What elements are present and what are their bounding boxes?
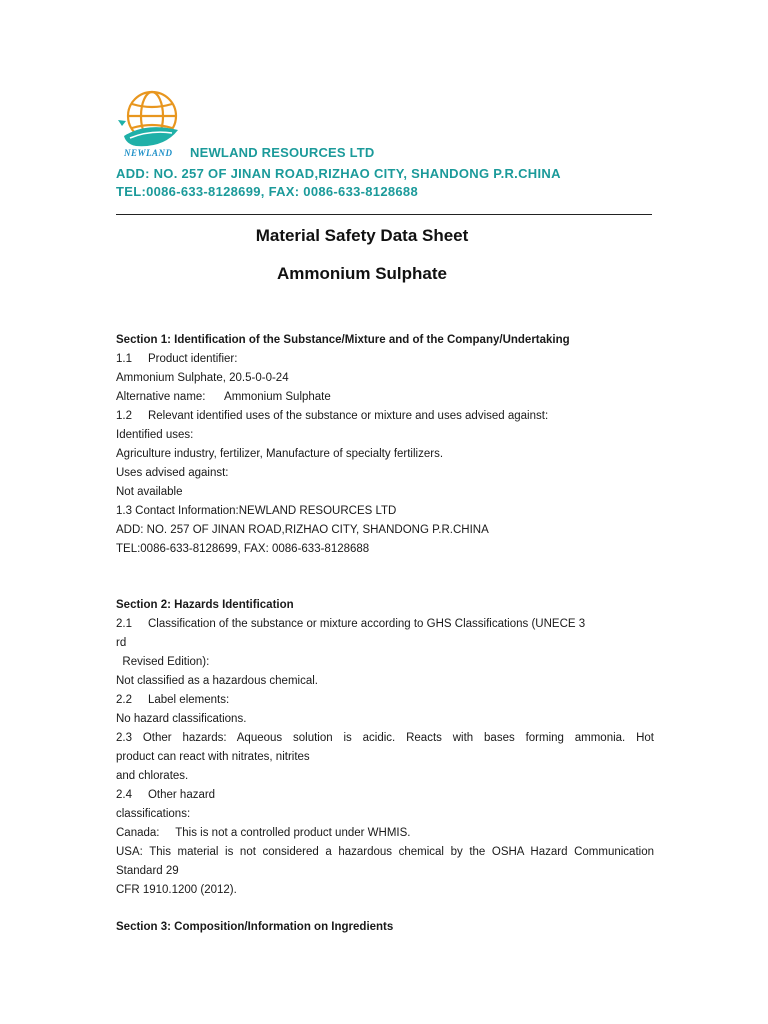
body-line: No hazard classifications. (116, 713, 247, 725)
document-subtitle: Ammonium Sulphate (276, 264, 447, 283)
body-line: 2.2 Label elements: (116, 694, 230, 706)
body-line: TEL:0086-633-8128699, FAX: 0086-633-8128688 (116, 543, 370, 555)
logo-wordmark: NEWLAND (124, 148, 173, 158)
section-3-heading: Section 3: Composition/Information on Ingredients (116, 921, 394, 933)
header-divider (116, 214, 652, 215)
body-line: Uses advised against: (116, 467, 229, 479)
body-line: 2.4 Other hazard (116, 789, 216, 801)
body-line: Standard 29 (116, 865, 179, 877)
body-line: product can react with nitrates, nitrites (116, 751, 310, 763)
section-1-heading: Section 1: Identification of the Substance/Mixture and of the Company/Undertaking (116, 334, 570, 346)
company-contact: TEL:0086-633-8128699, FAX: 0086-633-8128688 (116, 184, 418, 199)
body-line: 2.1 Classification of the substance or mixture according to GHS Classifications (UNECE 3 (116, 618, 586, 630)
company-address: ADD: NO. 257 OF JINAN ROAD,RIZHAO CITY, SHANDONG P.R.CHINA (116, 166, 561, 181)
document-title: Material Safety Data Sheet (255, 226, 469, 245)
body-line: 1.3 Contact Information:NEWLAND RESOURCES LTD (116, 505, 397, 517)
body-line: Revised Edition): (116, 656, 210, 668)
company-name: NEWLAND RESOURCES LTD (190, 145, 375, 160)
body-line: Canada: This is not a controlled product under WHMIS. (116, 827, 411, 839)
body-line-justified: USA: This material is not considered a hazardous chemical by the OSHA Hazard Communication (116, 846, 654, 858)
body-line: 1.2 Relevant identified uses of the substance or mixture and uses advised against: (116, 410, 549, 422)
body-line: CFR 1910.1200 (2012). (116, 884, 237, 896)
body-line: and chlorates. (116, 770, 189, 782)
body-line: 1.1 Product identifier: (116, 353, 238, 365)
body-line-justified: 2.3 Other hazards: Aqueous solution is acidic. Reacts with bases forming ammonia. Hot (116, 732, 654, 744)
section-2-heading: Section 2: Hazards Identification (116, 599, 294, 611)
body-line: rd (116, 637, 127, 649)
body-line: Identified uses: (116, 429, 194, 441)
body-line: Agriculture industry, fertilizer, Manufacture of specialty fertilizers. (116, 448, 444, 460)
body-line: Alternative name: Ammonium Sulphate (116, 391, 331, 403)
body-line: ADD: NO. 257 OF JINAN ROAD,RIZHAO CITY, SHANDONG P.R.CHINA (116, 524, 489, 536)
body-line: Not classified as a hazardous chemical. (116, 675, 318, 687)
body-line: Ammonium Sulphate, 20.5-0-0-24 (116, 372, 289, 384)
body-line: classifications: (116, 808, 191, 820)
body-line: Not available (116, 486, 183, 498)
